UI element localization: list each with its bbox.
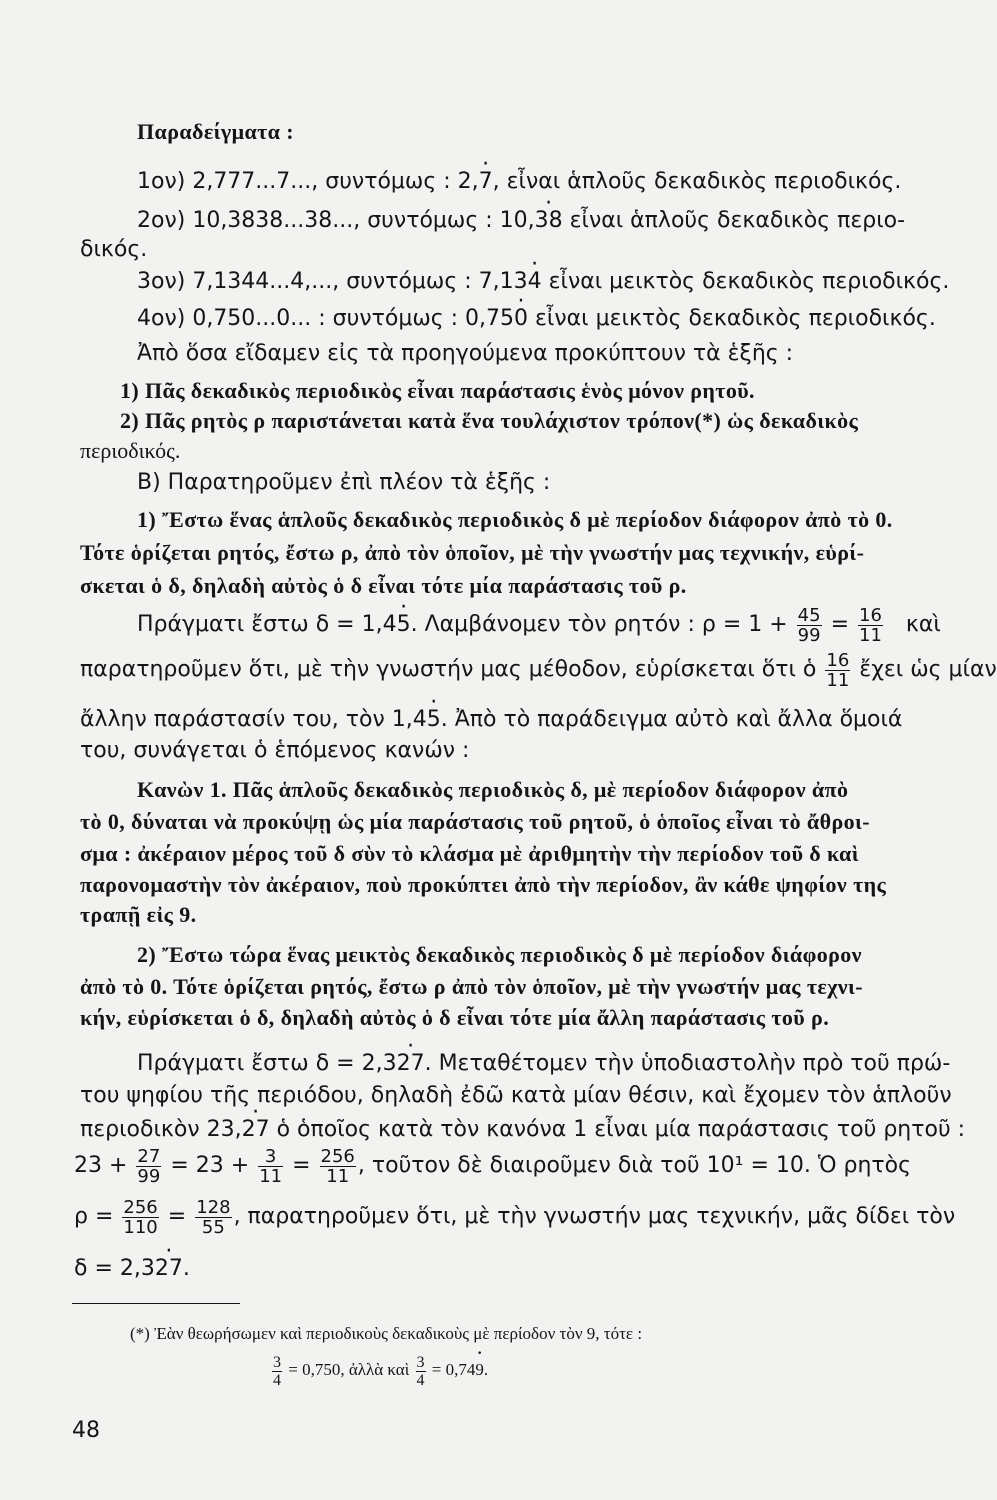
case-1-line-2: Τότε ὁρίζεται ρητός, ἔστω ρ, ἀπὸ τὸν ὁποῖον, μὲ τὴν γνωστήν μας τεχνικήν, εὑρί- <box>80 540 865 565</box>
fraction-256-110: $\frac{256}{110}$ <box>123 1196 158 1238</box>
example-5: Πράγματι ἔστω δ = 1,4· 5. Λαμβάνομεν τὸν ρητόν : ρ = 1 + $\frac{45}{99}$ = $\frac{16}{11}$ καὶ <box>137 605 941 645</box>
rule-1-line-3: σμα : ἀκέραιον μέρος τοῦ δ σὺν τὸ κλάσμα μὲ ἀριθμητὴν τὴν περίοδον τοῦ δ καὶ <box>80 841 859 866</box>
case-1-line-1: 1) Ἔστω ἕνας ἁπλοῦς δεκαδικὸς περιοδικὸς δ μὲ περίοδον διάφορον ἀπὸ τὸ 0. <box>137 507 893 532</box>
calculation-3: δ = 2,3· 27. <box>74 1255 190 1283</box>
example-4: 4ον) 0,750...0... : συντόμως : 0,75· 0 εἶναι μεικτὸς δεκαδικὸς περιοδικός. <box>137 305 936 333</box>
rule-intro: του, συνάγεται ὁ ἑπόμενος κανών : <box>80 738 470 763</box>
fraction-3-11: $\frac{3}{11}$ <box>259 1145 283 1187</box>
statement-2-cont: περιοδικός. <box>80 438 181 463</box>
example-6-line-3: περιοδικὸν 23,· 27 ὁ ὁποῖος κατὰ τὸν κανόνα 1 εἶναι μία παράστασις τοῦ ρητοῦ : <box>80 1116 965 1144</box>
fraction-45-99: $\frac{45}{99}$ <box>797 604 821 646</box>
fraction-128-55: $\frac{128}{55}$ <box>196 1196 231 1238</box>
part-b-intro: Β) Παρατηροῦμεν ἐπὶ πλέον τὰ ἑξῆς : <box>137 470 551 495</box>
statement-2: 2) Πᾶς ρητὸς ρ παριστάνεται κατὰ ἕνα τουλάχιστον τρόπον(*) ὡς δεκαδικὸς <box>120 408 859 433</box>
example-3: 3ον) 7,1344...4,..., συντόμως : 7,13· 4 εἶναι μεικτὸς δεκαδικὸς περιοδικός. <box>137 268 949 296</box>
case-2-line-2: ἀπὸ τὸ 0. Τότε ὁρίζεται ρητός, ἔστω ρ ἀπὸ τὸν ὁποῖον, μὲ τὴν γνωστήν μας τεχνι- <box>80 974 863 999</box>
footnote-divider <box>72 1303 240 1304</box>
fraction-3-4: $\frac{3}{4}$ <box>273 1353 281 1389</box>
footnote-line-1: (*) Ἐὰν θεωρήσωμεν καὶ περιοδικοὺς δεκαδικοὺς μὲ περίοδον τὸν 9, τότε : <box>130 1324 643 1343</box>
fraction-16-11: $\frac{16}{11}$ <box>826 649 850 691</box>
example-2-cont: δικός. <box>80 237 148 262</box>
fraction-16-11: $\frac{16}{11}$ <box>859 604 882 646</box>
fraction-27-99: $\frac{27}{99}$ <box>137 1145 161 1187</box>
rule-1-line-5: τραπῇ εἰς 9. <box>80 902 197 927</box>
example-2: 2ον) 10,3838...38..., συντόμως : 10,· 38 εἶναι ἁπλοῦς δεκαδικὸς περιο- <box>137 207 905 235</box>
page-number: 48 <box>72 1418 100 1443</box>
fraction-256-11: $\frac{256}{11}$ <box>320 1145 355 1187</box>
rule-1-line-1: Κανὼν 1. Πᾶς ἁπλοῦς δεκαδικὸς περιοδικὸς δ, μὲ περίοδον διάφορον ἀπὸ <box>137 777 849 802</box>
calculation-2: ρ = $\frac{256}{110}$ = $\frac{128}{55}$ , παρατηροῦμεν ὅτι, μὲ τὴν γνωστήν μας τεχνικήν, μᾶς δίδει τὸν <box>74 1196 956 1238</box>
example-1: 1ον) 2,777...7..., συντόμως : 2,· 7, εἶναι ἁπλοῦς δεκαδικὸς περιοδικός. <box>137 168 901 196</box>
fraction-3-4: $\frac{3}{4}$ <box>416 1353 425 1389</box>
rule-1-line-4: παρονομαστὴν τὸν ἀκέραιον, ποὺ προκύπτει ἀπὸ τὴν περίοδον, ἂν κάθε ψηφίον της <box>80 872 887 897</box>
statement-1: 1) Πᾶς δεκαδικὸς περιοδικὸς εἶναι παράστασις ἑνὸς μόνον ρητοῦ. <box>120 378 755 403</box>
case-2-line-3: κήν, εὑρίσκεται ὁ δ, δηλαδὴ αὐτὸς ὁ δ εἶναι τότε μία ἄλλη παράστασις τοῦ ρ. <box>80 1005 830 1030</box>
examples-heading: Παραδείγματα : <box>137 119 294 144</box>
footnote-line-2: $\frac{3}{4}$ = 0,750, ἀλλὰ καὶ $\frac{3}{4}$ = 0,74· 9. <box>270 1352 488 1389</box>
rule-1-line-2: τὸ 0, δύναται νὰ προκύψῃ ὡς μία παράστασις τοῦ ρητοῦ, ὁ ὁποῖος εἶναι τὸ ἄθροι- <box>80 809 871 834</box>
calculation-1: 23 + $\frac{27}{99}$ = 23 + $\frac{3}{11}$ = $\frac{256}{11}$ , τοῦτον δὲ διαιροῦμεν διὰ τοῦ 10¹ = 10. Ὁ ρητὸς <box>74 1145 912 1187</box>
example-6-line-1: Πράγματι ἔστω δ = 2,3· 27. Μεταθέτομεν τὴν ὑποδιαστολὴν πρὸ τοῦ πρώ- <box>137 1050 950 1078</box>
example-6-line-2: του ψηφίου τῆς περιόδου, δηλαδὴ ἐδῶ κατὰ μίαν θέσιν, καὶ ἔχομεν τὸν ἁπλοῦν <box>80 1083 952 1108</box>
other-representation: ἄλλην παράστασίν του, τὸν 1,4· 5. Ἀπὸ τὸ παράδειγμα αὐτὸ καὶ ἄλλα ὅμοιά <box>80 706 902 734</box>
from-previous: Ἀπὸ ὅσα εἴδαμεν εἰς τὰ προηγούμενα προκύπτουν τὰ ἑξῆς : <box>137 341 794 366</box>
case-2-line-1: 2) Ἔστω τώρα ἕνας μεικτὸς δεκαδικὸς περιοδικὸς δ μὲ περίοδον διάφορον <box>137 942 862 967</box>
case-1-line-3: σκεται ὁ δ, δηλαδὴ αὐτὸς ὁ δ εἶναι τότε μία παράστασις τοῦ ρ. <box>80 573 687 598</box>
observation-line: παρατηροῦμεν ὅτι, μὲ τὴν γνωστήν μας μέθοδον, εὑρίσκεται ὅτι ὁ $\frac{16}{11}$ ἔχει ὡς μίαν <box>80 649 997 691</box>
